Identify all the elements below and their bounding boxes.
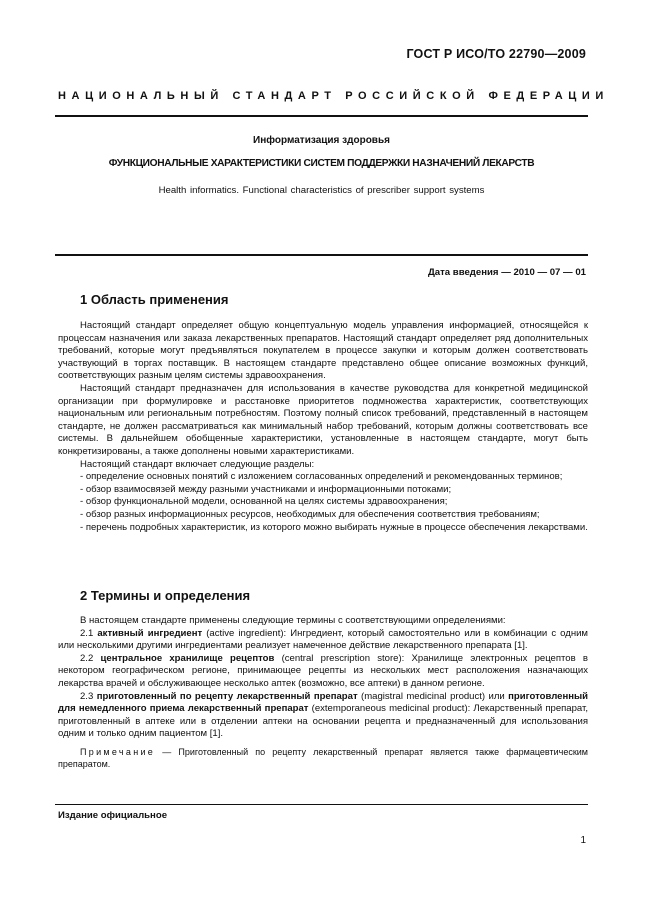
- term-entry: [58, 628, 588, 653]
- footer-rule: [55, 804, 588, 805]
- title-main: Информатизация здоровья: [253, 135, 390, 146]
- paragraph: Настоящий стандарт предназначен для использования в качестве руководства для конкретной медицинской организации при формулировке и расстановке приоритетов подмножества характеристик, соответствующих национальным или региональным потребностям. Поэтому полный список требований, представленный в настоящем стандарте, не должен рассматриваться как минимальный набор требований, которым должны соответствовать все системы. В дальнейшем обобщенные характеристики, установленные в настоящем стандарте, могут быть конкретизированы, а также дополнены новыми характеристиками.: [58, 382, 588, 457]
- term-definition: (central prescription store): Хранилище электронных рецептов в некотором географическом регионе, принимающее рецепты из нескольких мест расположения назначающих лекарства врачей и обслуживающее несколько аптек (возможно, все аптеки) в данном регионе.: [58, 652, 588, 689]
- term-definition: (magistral medicinal product) или: [357, 690, 509, 702]
- section-2-heading: 2 Термины и определения: [80, 588, 251, 603]
- national-standard-banner: НАЦИОНАЛЬНЫЙ СТАНДАРТ РОССИЙСКОЙ ФЕДЕРАЦИИ: [58, 90, 609, 102]
- title-rule: [55, 254, 588, 256]
- term-name-alt: приготовленный для немедленного приема лекарственный препарат: [58, 690, 588, 715]
- list-item: - обзор взаимосвязей между разными участниками и информационными потоками;: [80, 483, 452, 495]
- term-name: приготовленный по рецепту лекарственный препарат: [96, 690, 358, 702]
- term-entry: [58, 691, 588, 741]
- note: [58, 746, 588, 771]
- introduction-date: Дата введения — 2010 — 07 — 01: [427, 267, 586, 278]
- list-item: - обзор функциональной модели, основанной на целях системы здравоохранения;: [80, 496, 448, 508]
- section-1-heading: 1 Область применения: [80, 292, 229, 307]
- term-definition: (extemporaneous medicinal product): Лекарственный препарат, приготовленный в аптеке или в отделении аптеки на основании рецепта и предназначенный для использования одним и только одним пациентом [1].: [58, 703, 588, 740]
- paragraph: Настоящий стандарт определяет общую концептуальную модель управления информацией, относящейся к процессам назначения или заказа лекарственных препаратов. Настоящий стандарт определяет ряд дополнительных требований, которые могут предъявляться покупателем в процессе закупки и которым должен соответствовать участвующий в торгах поставщик. В настоящем стандарте представлено общее описание возможных функций, соответствующих разным целям системы здравоохранения.: [58, 320, 588, 382]
- header-rule: [55, 115, 588, 117]
- term-entry: [58, 653, 588, 691]
- list-item: - определение основных понятий с изложением согласованных определений и рекомендованных терминов;: [80, 471, 563, 483]
- term-number: 2.2: [80, 652, 94, 664]
- standard-code: ГОСТ Р ИСО/ТО 22790—2009: [406, 47, 586, 61]
- term-name: центральное хранилище рецептов: [100, 652, 275, 664]
- list-item: - перечень подробных характеристик, из которого можно выбирать нужные в процессе обеспечения лекарствами.: [80, 521, 588, 533]
- list-item: - обзор разных информационных ресурсов, необходимых для обеспечения соответствия требованиям;: [80, 508, 540, 520]
- term-number: 2.1: [80, 627, 94, 639]
- paragraph: Настоящий стандарт включает следующие разделы:: [80, 458, 315, 470]
- term-definition: (active ingredient): Ингредиент, который самостоятельно или в комбинации с одним или несколькими другими ингредиентами реализует намеченное действие лекарственного препарата [1].: [58, 627, 588, 652]
- term-name: активный ингредиент: [97, 627, 203, 639]
- note-text: — Приготовленный по рецепту лекарственный препарат является также фармацевтическим препаратом.: [58, 746, 588, 770]
- paragraph: В настоящем стандарте применены следующие термины с соответствующими определениями:: [80, 615, 506, 626]
- title-english: Health informatics. Functional characteristics of prescriber support systems: [158, 185, 485, 196]
- term-number: 2.3: [80, 690, 94, 702]
- page-number: 1: [580, 835, 586, 846]
- section-1-body: [58, 320, 588, 534]
- title-subtitle: ФУНКЦИОНАЛЬНЫЕ ХАРАКТЕРИСТИКИ СИСТЕМ ПОДДЕРЖКИ НАЗНАЧЕНИЙ ЛЕКАРСТВ: [108, 158, 535, 169]
- edition-label: Издание официальное: [58, 810, 168, 821]
- note-label: Примечание: [80, 746, 156, 757]
- section-2-body: [58, 615, 588, 771]
